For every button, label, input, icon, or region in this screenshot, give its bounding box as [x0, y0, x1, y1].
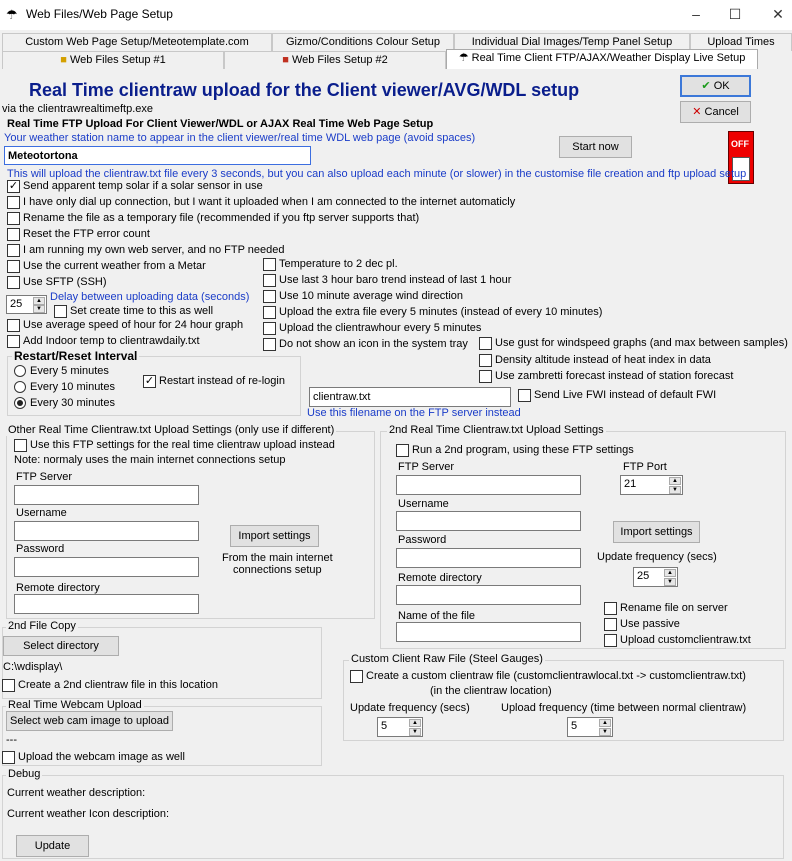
option-checkbox[interactable] [518, 389, 531, 402]
option-checkbox[interactable] [14, 439, 27, 452]
second-ftp-title: 2nd Real Time Clientraw.txt Upload Settings [389, 424, 604, 436]
select-directory-button[interactable]: Select directory [3, 636, 119, 656]
option-checkbox[interactable] [479, 354, 492, 367]
app-icon: ☂ [6, 7, 18, 22]
copy-path: C:\wdisplay\ [3, 661, 63, 673]
ftp-server-label: FTP Server [16, 471, 73, 483]
option-checkbox[interactable] [7, 276, 20, 289]
title-bar [0, 0, 792, 30]
spin-up-icon[interactable]: ▲ [664, 569, 676, 577]
custom-update-spinner[interactable]: 5 ▲ ▼ [377, 717, 423, 737]
second-remote-label: Remote directory [398, 572, 482, 584]
radio-button[interactable] [14, 381, 26, 393]
second-update-spinner[interactable]: 25 ▲ ▼ [633, 567, 678, 587]
import-note-1: From the main internet [222, 552, 333, 564]
option-checkbox[interactable] [263, 274, 276, 287]
minimize-icon[interactable]: – [692, 6, 700, 22]
custom-upload-label: Upload frequency (time between normal clientraw) [501, 702, 747, 714]
cancel-icon: ✕ [692, 106, 702, 118]
option-checkbox[interactable] [7, 228, 20, 241]
ftp-info: This will upload the clientraw.txt file every 3 seconds, but you can also upload each minute (or slower) in the customise file creation and ftp upload setup [7, 168, 747, 180]
tab-row-2 [0, 51, 792, 69]
password-label: Password [16, 543, 65, 555]
remote-dir-label: Remote directory [16, 582, 100, 594]
password-input[interactable] [14, 557, 199, 577]
option-checkbox[interactable] [263, 322, 276, 335]
option-checkbox[interactable] [263, 306, 276, 319]
second-ftp-server-input[interactable] [396, 475, 581, 495]
option-checkbox[interactable] [479, 370, 492, 383]
current-weather-desc: Current weather description: [7, 787, 146, 799]
file-name-input[interactable] [396, 622, 581, 642]
file-copy-title: 2nd File Copy [8, 620, 76, 632]
debug-title: Debug [8, 768, 41, 780]
spin-down-icon[interactable]: ▼ [599, 728, 611, 736]
second-import-settings-button[interactable]: Import settings [613, 521, 700, 543]
spin-down-icon[interactable]: ▼ [664, 578, 676, 586]
ftp-server-input[interactable] [14, 485, 199, 505]
ok-button[interactable]: ✔ OK [680, 75, 751, 97]
restart-title: Restart/Reset Interval [14, 349, 138, 363]
current-weather-icon-desc: Current weather Icon description: [7, 808, 170, 820]
station-name-label: Your weather station name to appear in the client viewer/real time WDL web page (avoid spaces) [4, 132, 476, 144]
second-remote-input[interactable] [396, 585, 581, 605]
second-password-input[interactable] [396, 548, 581, 568]
tab-web-files-2[interactable]: ■ Web Files Setup #2 [224, 51, 446, 69]
spin-up-icon[interactable]: ▲ [409, 719, 421, 727]
option-checkbox[interactable] [263, 290, 276, 303]
option-checkbox[interactable] [7, 212, 20, 225]
option-checkbox[interactable] [604, 602, 617, 615]
folder-icon: ■ [60, 54, 67, 66]
option-checkbox[interactable] [604, 634, 617, 647]
second-update-label: Update frequency (secs) [597, 551, 717, 563]
import-note-2: connections setup [233, 564, 322, 576]
folder-icon: ■ [282, 54, 289, 66]
custom-raw-title: Custom Client Raw File (Steel Gauges) [351, 653, 543, 665]
spin-down-icon[interactable]: ▼ [669, 486, 681, 494]
maximize-icon[interactable]: ☐ [728, 6, 742, 22]
option-checkbox[interactable] [2, 679, 15, 692]
second-password-label: Password [398, 534, 447, 546]
option-checkbox[interactable] [7, 196, 20, 209]
other-ftp-note: Note: normaly uses the main internet connections setup [14, 454, 286, 466]
station-name-input[interactable]: Meteotortona [4, 146, 311, 165]
second-ftp-server-label: FTP Server [398, 461, 455, 473]
tab-real-time-client[interactable]: ☂ Real Time Client FTP/AJAX/Weather Display Live Setup [446, 49, 758, 69]
filename-input[interactable]: clientraw.txt [309, 387, 511, 407]
username-input[interactable] [14, 521, 199, 541]
option-checkbox[interactable] [263, 258, 276, 271]
option-checkbox[interactable] [2, 751, 15, 764]
option-checkbox[interactable] [54, 305, 67, 318]
spin-down-icon[interactable]: ▼ [33, 305, 45, 313]
option-checkbox[interactable] [263, 338, 276, 351]
select-webcam-button[interactable]: Select web cam image to upload [6, 711, 173, 731]
close-icon[interactable]: ✕ [772, 6, 784, 22]
window-title: Web Files/Web Page Setup [26, 7, 173, 21]
weather-icon: ☂ [458, 52, 469, 64]
filename-hint: Use this filename on the FTP server instead [307, 407, 521, 419]
username-label: Username [16, 507, 67, 519]
update-button[interactable]: Update [16, 835, 89, 857]
option-checkbox[interactable] [7, 244, 20, 257]
ftp-port-label: FTP Port [623, 461, 667, 473]
second-username-input[interactable] [396, 511, 581, 531]
tab-dial-images[interactable]: Individual Dial Images/Temp Panel Setup [454, 33, 690, 51]
delay-label: Delay between uploading data (seconds) [50, 291, 250, 303]
custom-location: (in the clientraw location) [430, 685, 552, 697]
webcam-title: Real Time Webcam Upload [8, 699, 142, 711]
file-name-label: Name of the file [398, 610, 476, 622]
start-now-button[interactable]: Start now [559, 136, 632, 158]
radio-button[interactable] [14, 365, 26, 377]
custom-update-label: Update frequency (secs) [350, 702, 470, 714]
cancel-button[interactable]: ✕ Cancel [680, 101, 751, 123]
tab-upload-times[interactable]: Upload Times [690, 33, 792, 51]
import-settings-button[interactable]: Import settings [230, 525, 319, 547]
spin-up-icon[interactable]: ▲ [669, 477, 681, 485]
option-checkbox[interactable] [7, 319, 20, 332]
option-checkbox[interactable]: ✓ [8, 180, 19, 192]
custom-upload-spinner[interactable]: 5 ▲ ▼ [567, 717, 613, 737]
tab-web-files-1[interactable]: ■ Web Files Setup #1 [2, 51, 224, 69]
option-checkbox[interactable] [396, 444, 409, 457]
second-username-label: Username [398, 498, 449, 510]
off-label: OFF [731, 139, 749, 149]
radio-button[interactable] [14, 397, 26, 409]
check-icon: ✔ [701, 80, 711, 92]
ftp-port-spinner[interactable]: 21 ▲ ▼ [620, 475, 683, 495]
spin-down-icon[interactable]: ▼ [409, 728, 421, 736]
option-checkbox[interactable]: ✓ [144, 375, 155, 387]
spin-up-icon[interactable]: ▲ [33, 297, 45, 305]
page-heading: Real Time clientraw upload for the Client viewer/AVG/WDL setup [29, 80, 580, 100]
option-checkbox[interactable] [7, 260, 20, 273]
tab-gizmo-colour[interactable]: Gizmo/Conditions Colour Setup [272, 33, 454, 51]
ftp-section-title: Real Time FTP Upload For Client Viewer/WDL or AJAX Real Time Web Page Setup [7, 118, 434, 130]
option-checkbox[interactable] [7, 335, 20, 348]
remote-dir-input[interactable] [14, 594, 199, 614]
option-checkbox[interactable] [350, 670, 363, 683]
option-checkbox[interactable] [479, 337, 492, 350]
option-checkbox[interactable] [604, 618, 617, 631]
tab-custom-web-page[interactable]: Custom Web Page Setup/Meteotemplate.com [2, 33, 272, 51]
other-ftp-title: Other Real Time Clientraw.txt Upload Settings (only use if different) [8, 424, 335, 436]
via-label: via the clientrawrealtimeftp.exe [2, 103, 154, 115]
webcam-dashes: --- [6, 734, 17, 746]
delay-spinner[interactable]: 25 ▲ ▼ [6, 295, 47, 314]
spin-up-icon[interactable]: ▲ [599, 719, 611, 727]
